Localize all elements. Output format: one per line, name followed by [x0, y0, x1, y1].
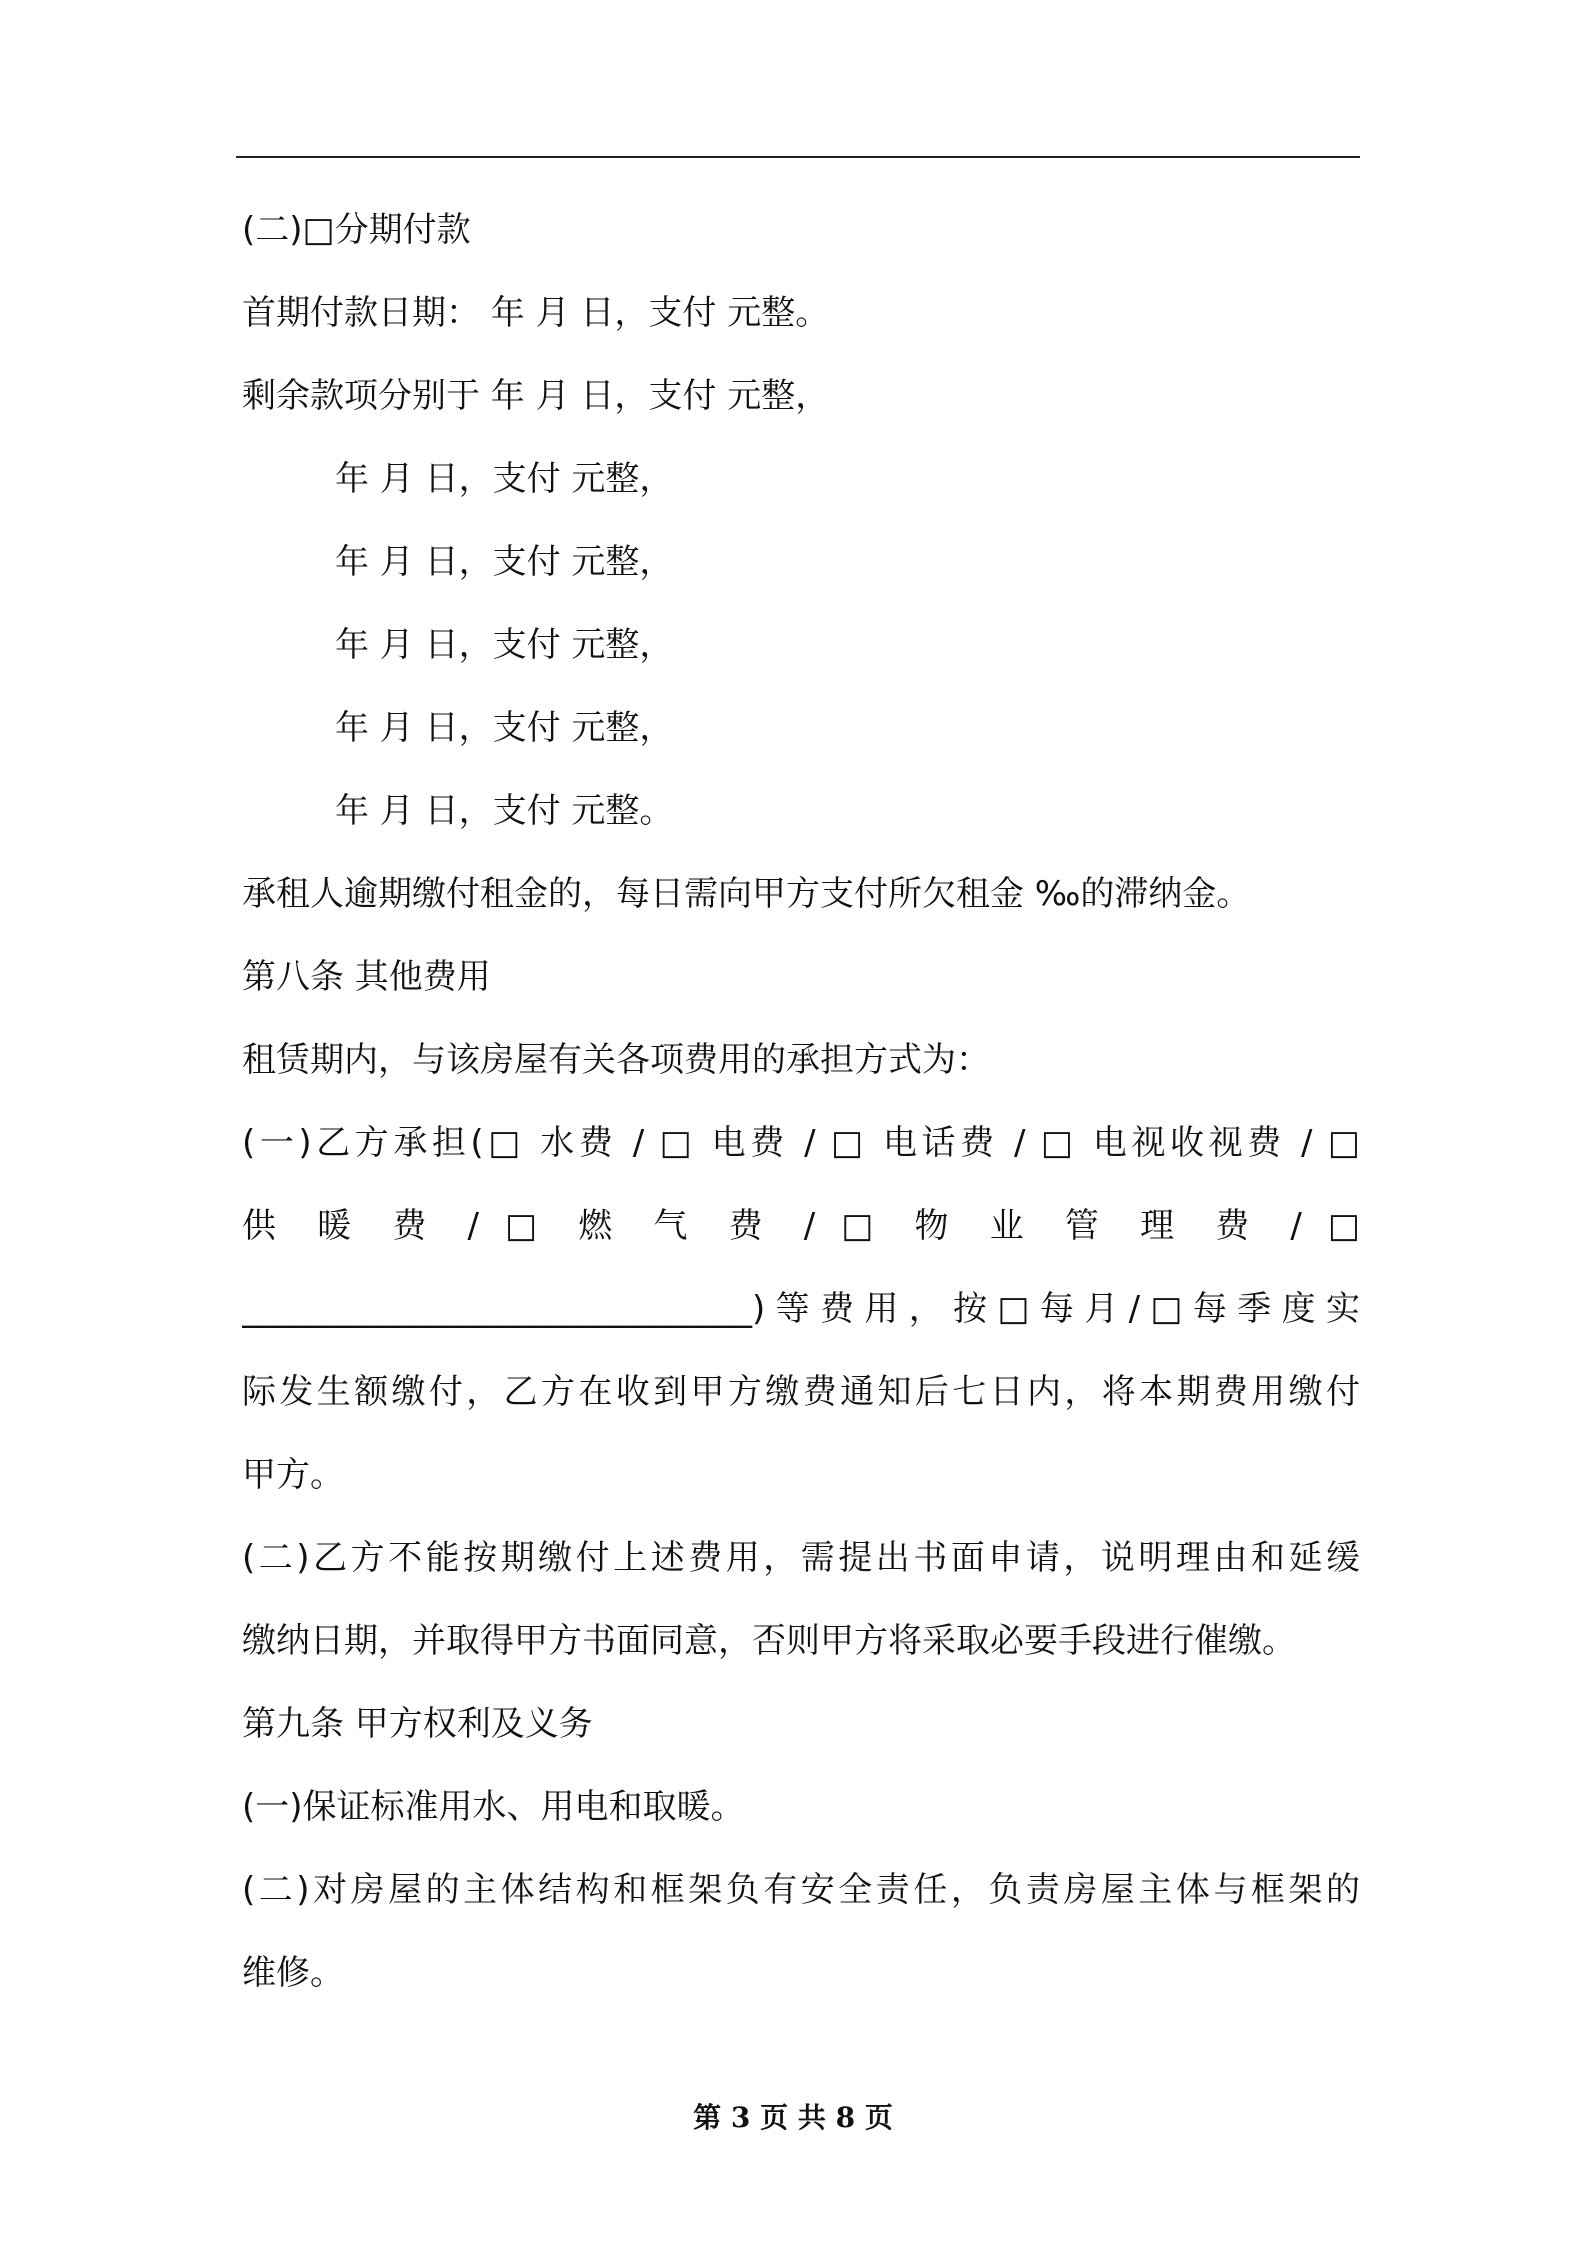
header-rule [236, 156, 1360, 158]
page-number-footer: 第 3 页 共 8 页 [693, 2101, 893, 2134]
document-body [242, 200, 1360, 2026]
payment-line: 年 月 日，支付 元整， [335, 542, 674, 582]
late-fee-line: 承租人逾期缴付租金的，每日需向甲方支付所欠租金 ‰的滞纳金。 [242, 874, 1251, 914]
paragraph-line: (一)乙方承担(□ 水费 / □ 电费 / □ 电话费 / □ 电视收视费 / □ [242, 1123, 1360, 1163]
payment-line: 年 月 日，支付 元整， [335, 708, 674, 748]
article-9-heading: 第九条 甲方权利及义务 [242, 1704, 593, 1744]
payment-line: 年 月 日，支付 元整。 [335, 791, 674, 831]
article-8-heading: 第八条 其他费用 [242, 957, 491, 997]
paragraph-line: ______________________________)等费用，按□每月/□每季度实 [242, 1289, 1360, 1329]
paragraph-line: 甲方。 [242, 1455, 344, 1495]
paragraph-line: 缴纳日期，并取得甲方书面同意，否则甲方将采取必要手段进行催缴。 [242, 1621, 1296, 1661]
paragraph-line: (二)乙方不能按期缴付上述费用，需提出书面申请，说明理由和延缓 [242, 1538, 1360, 1578]
payment-line: 年 月 日，支付 元整， [335, 625, 674, 665]
paragraph-line: 际发生额缴付，乙方在收到甲方缴费通知后七日内，将本期费用缴付 [242, 1372, 1360, 1412]
paragraph-line: 租赁期内，与该房屋有关各项费用的承担方式为： [242, 1040, 990, 1080]
paragraph-line: (二)对房屋的主体结构和框架负有安全责任，负责房屋主体与框架的 [242, 1870, 1360, 1910]
remaining-payment-line: 剩余款项分别于 年 月 日，支付 元整， [242, 376, 830, 416]
paragraph-line: (一)保证标准用水、用电和取暖。 [242, 1787, 745, 1827]
installment-heading: (二)□分期付款 [242, 210, 471, 250]
paragraph-line: 维修。 [242, 1953, 344, 1993]
payment-line: 年 月 日，支付 元整， [335, 459, 674, 499]
paragraph-line: 供 暖 费 / □ 燃 气 费 / □ 物 业 管 理 费 / □ [242, 1206, 1360, 1246]
first-payment-line: 首期付款日期： 年 月 日，支付 元整。 [242, 293, 830, 333]
